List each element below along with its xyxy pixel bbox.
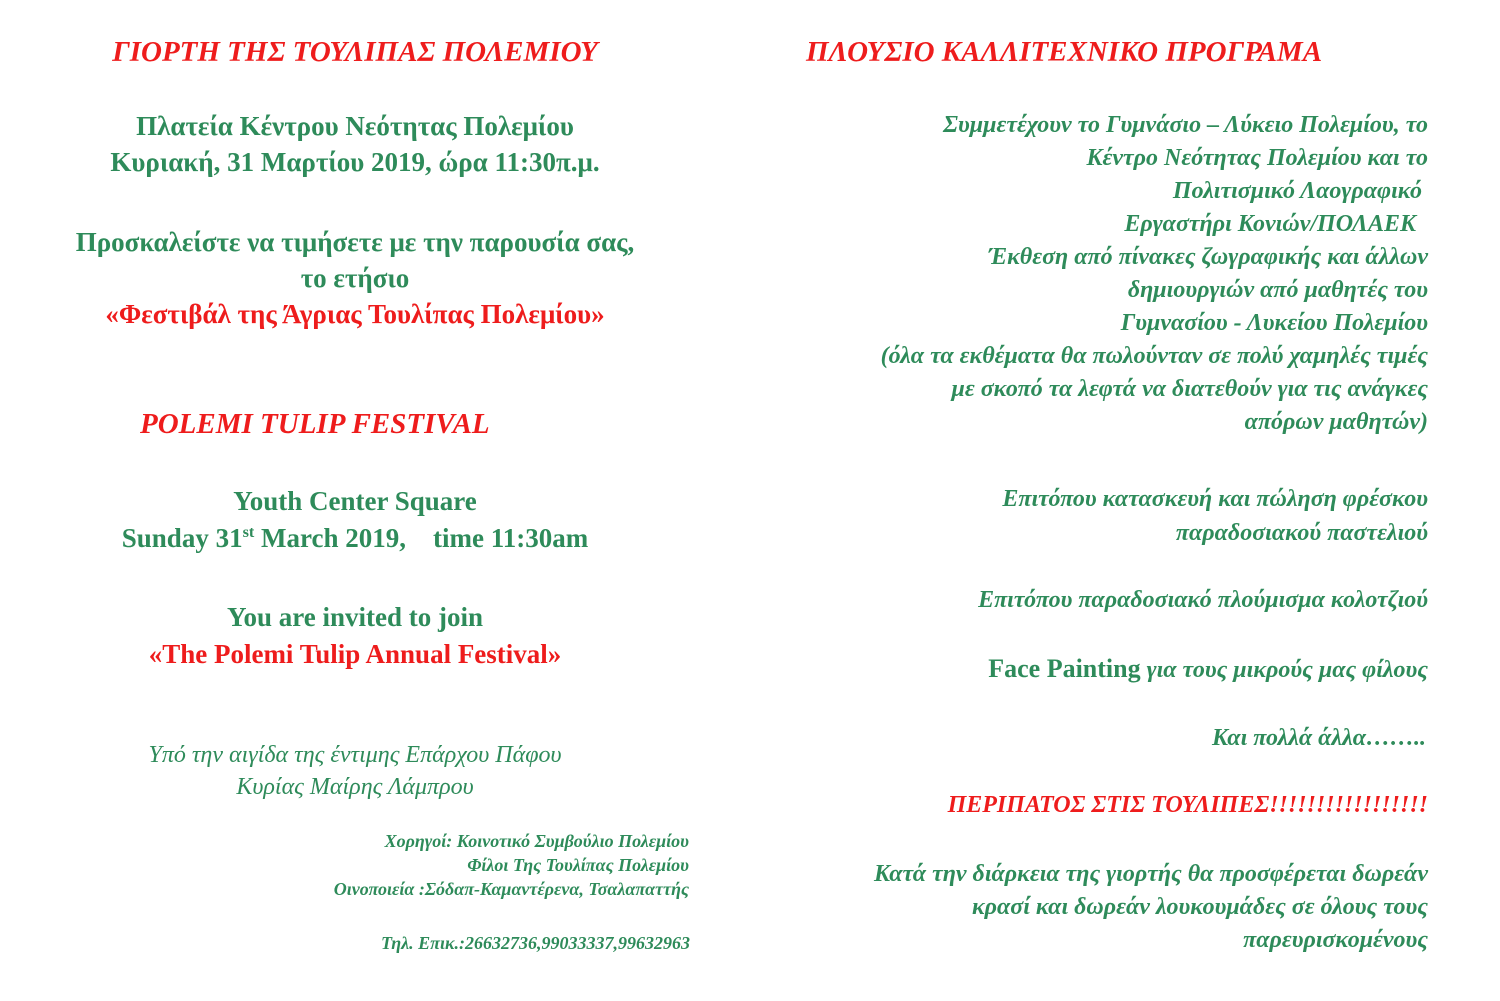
offer-line1: Κατά την διάρκεια της γιορτής θα προσφέρεται δωρεάν	[873, 861, 1428, 887]
sponsors-line3: Οινοποιεία :Σόδαπ-Καμαντέρενα, Τσαλαπαττής	[333, 879, 689, 899]
greek-venue-date	[0, 113, 710, 176]
greek-invitation	[0, 229, 710, 328]
english-festival-name: «The Polemi Tulip Annual Festival»	[148, 639, 562, 669]
english-invite: You are invited to join	[226, 602, 483, 632]
participants	[740, 113, 1428, 434]
pastelli	[740, 487, 1428, 545]
left-column	[0, 0, 710, 1001]
greek-venue: Πλατεία Κέντρου Νεότητας Πολεμίου	[136, 111, 574, 141]
greek-invite-line2: το ετήσιο	[300, 263, 410, 293]
english-venue: Youth Center Square	[233, 486, 477, 516]
participants-line: Πολιτισμικό Λαογραφικό	[1172, 178, 1428, 204]
offer	[740, 862, 1428, 952]
right-column	[740, 0, 1440, 1001]
sponsors	[0, 832, 689, 898]
participants-line: Κέντρο Νεότητας Πολεμίου και το	[1086, 145, 1428, 171]
english-date	[0, 525, 710, 552]
participants-line: Εργαστήρι Κονιών/ΠΟΛΑΕΚ	[1124, 211, 1428, 237]
participants-line: Γυμνασίου - Λυκείου Πολεμίου	[1120, 310, 1428, 336]
greek-invite-line1: Προσκαλείστε να τιμήσετε με την παρουσία σας,	[75, 227, 635, 257]
offer-line2: κρασί και δωρεάν λουκουμάδες σε όλους τους	[971, 894, 1428, 920]
program-title-text: ΠΛΟΥΣΙΟ ΚΑΛΛΙΤΕΧΝΙΚΟ ΠΡΟΓΡΑΜΑ	[806, 36, 1323, 68]
participants-line: με σκοπό τα λεφτά να διατεθούν για τις ανάγκες	[951, 376, 1428, 402]
english-title-text: POLEMI TULIP FESTIVAL	[140, 408, 490, 440]
pastelli-line2: παραδοσιακού παστελιού	[1175, 520, 1428, 546]
face-painting-line	[740, 656, 1428, 682]
sponsors-line1: Χορηγοί: Κοινοτικό Συμβούλιο Πολεμίου	[384, 831, 689, 851]
english-date-suffix: March 2019, time 11:30am	[254, 523, 589, 553]
english-date-prefix: Sunday 31	[121, 523, 243, 553]
face-painting	[740, 656, 1428, 682]
koloi-text: Επιτόπου παραδοσιακό πλούμισμα κολοτζιού	[978, 587, 1428, 613]
participants-line: δημιουργιών από μαθητές του	[1127, 277, 1428, 303]
greek-festival-name: «Φεστιβάλ της Άγριας Τουλίπας Πολεμίου»	[105, 299, 605, 329]
participants-line: Συμμετέχουν το Γυμνάσιο – Λύκειο Πολεμίου, το	[943, 112, 1428, 138]
participants-line: (όλα τα εκθέματα θα πωλούνταν σε πολύ χαμηλές τιμές	[880, 343, 1428, 369]
face-painting-rest: για τους μικρούς μας φίλους	[1140, 657, 1428, 683]
and-more	[740, 726, 1426, 750]
greek-date: Κυριακή, 31 Μαρτίου 2019, ώρα 11:30π.μ.	[110, 147, 600, 177]
english-invitation	[0, 604, 710, 668]
walk-title	[740, 793, 1428, 817]
english-venue-date	[0, 488, 710, 552]
greek-title-text: ΓΙΟΡΤΗ ΤΗΣ ΤΟΥΛΙΠΑΣ ΠΟΛΕΜΙΟΥ	[112, 36, 598, 68]
program-title	[806, 38, 1322, 67]
participants-line: απόρων μαθητών)	[1244, 409, 1428, 435]
and-more-text: Και πολλά άλλα……..	[1212, 725, 1426, 751]
patron-line2: Κυρίας Μαίρης Λάμπρου	[236, 774, 474, 800]
patron	[0, 743, 710, 799]
patron-line1: Υπό την αιγίδα της έντιμης Επάρχου Πάφου	[148, 742, 562, 768]
contact-text: Τηλ. Επικ.:26632736,99033337,99632963	[380, 933, 690, 953]
walk-title-text: ΠΕΡΙΠΑΤΟΣ ΣΤΙΣ ΤΟΥΛΙΠΕΣ!!!!!!!!!!!!!!!!!	[947, 792, 1428, 818]
participants-line: Έκθεση από πίνακες ζωγραφικής και άλλων	[988, 244, 1428, 270]
pastelli-line1: Επιτόπου κατασκευή και πώληση φρέσκου	[1002, 486, 1428, 512]
english-date-sup: st	[242, 523, 255, 541]
face-painting-bold: Face Painting	[988, 654, 1141, 683]
contact	[0, 934, 690, 952]
offer-line3: παρευρισκομένους	[1243, 927, 1428, 953]
sponsors-line2: Φίλοι Της Τουλίπας Πολεμίου	[467, 855, 689, 875]
koloi	[740, 588, 1428, 612]
greek-title	[0, 38, 710, 67]
english-title	[0, 410, 710, 439]
